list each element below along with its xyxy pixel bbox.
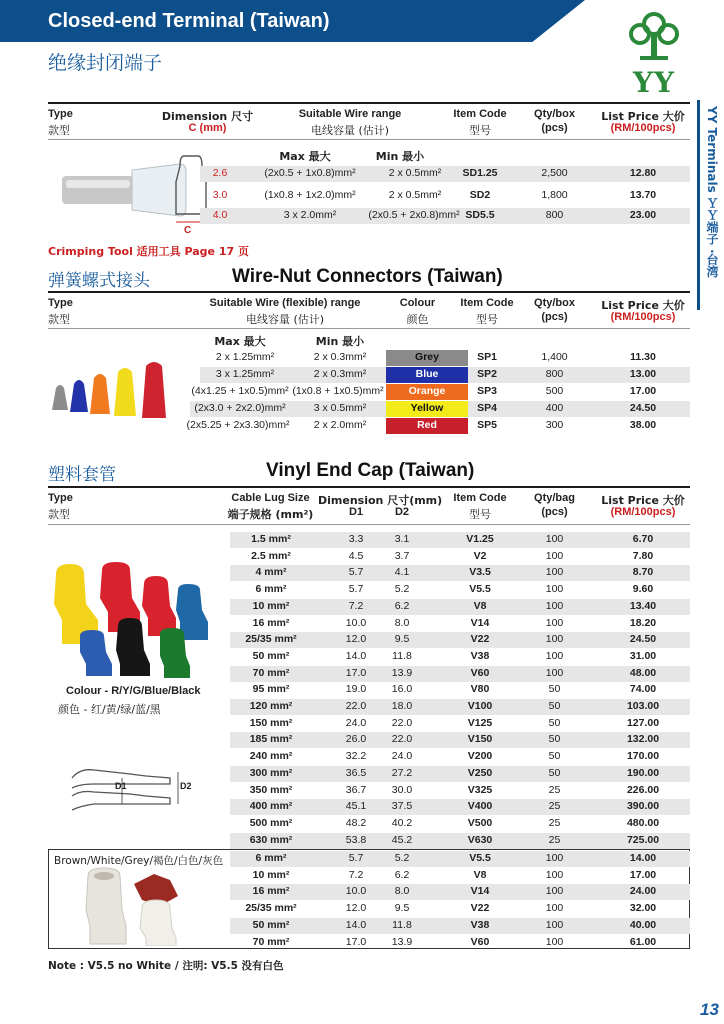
- cell-code: V38: [470, 918, 490, 931]
- col-type-cn: 款型: [48, 313, 70, 326]
- col-code-cn: 型号: [469, 124, 491, 137]
- col-qty-unit: (pcs): [541, 122, 568, 134]
- section-title: Vinyl End Cap (Taiwan): [266, 460, 475, 481]
- cell-size: 50 mm²: [252, 918, 290, 931]
- col-type: Type: [48, 492, 73, 504]
- cell-price: 6.70: [632, 533, 654, 545]
- col-qty: Qty/bag: [534, 492, 575, 504]
- cell-qty: 100: [545, 868, 564, 881]
- cell-d1: 14.0: [345, 918, 367, 931]
- cell-d1: 12.0: [345, 633, 367, 646]
- cell-size: 400 mm²: [249, 800, 293, 813]
- cell-code: V22: [470, 633, 490, 646]
- cell-d1: 17.0: [345, 935, 367, 948]
- cell-d1: 5.7: [348, 852, 364, 864]
- table-row: [230, 616, 690, 632]
- table-row: [230, 549, 690, 565]
- cell-code: V60: [470, 666, 490, 679]
- col-type-cn: 款型: [48, 508, 70, 521]
- cell-d2: 30.0: [391, 783, 413, 796]
- col-max: Max 最大: [214, 335, 266, 348]
- cell-code: V22: [470, 902, 490, 915]
- table-row: [230, 682, 690, 698]
- cell-d2: 8.0: [394, 616, 410, 629]
- diagram-c-label: C: [184, 225, 192, 236]
- cell-size: 240 mm²: [249, 750, 293, 763]
- cell-d2: 27.2: [391, 766, 413, 779]
- cell-d1: 14.0: [345, 649, 367, 662]
- page-number: 13: [700, 1000, 719, 1019]
- cell-price: 725.00: [626, 833, 660, 846]
- cell-code: V500: [467, 816, 493, 829]
- table-row: [230, 649, 690, 665]
- cell-code: V325: [467, 783, 493, 796]
- cell-qty: 50: [548, 683, 561, 696]
- cell-price: 61.00: [629, 935, 657, 948]
- cell-d2: 16.0: [391, 683, 413, 696]
- cell-size: 185 mm²: [249, 733, 293, 746]
- cell-d2: 6.2: [394, 868, 410, 881]
- cell-d1: 48.2: [345, 816, 367, 829]
- col-code: Item Code: [453, 492, 507, 504]
- logo-text: YY: [633, 66, 675, 99]
- table-row: [230, 632, 690, 648]
- cell-price: 40.00: [629, 918, 657, 931]
- divider: [48, 291, 690, 293]
- cell-code: V630: [467, 833, 493, 846]
- cell-d2: 11.8: [392, 918, 412, 931]
- cell-qty: 50: [548, 766, 561, 779]
- cell-price: 132.00: [626, 733, 660, 746]
- cell-code: V125: [467, 716, 493, 729]
- section-title-cn: 塑料套管: [48, 465, 116, 485]
- cell-code: V3.5: [469, 566, 491, 579]
- cell-code: V8: [473, 868, 487, 881]
- table-row: [230, 935, 690, 951]
- yy-logo: [620, 8, 688, 99]
- col-min: Min 最小: [315, 335, 365, 348]
- cell-d2: 13.9: [391, 666, 413, 679]
- col-price-unit: (RM/100pcs): [610, 122, 676, 134]
- cell-qty: 100: [545, 533, 564, 545]
- cell-price: 480.00: [626, 816, 660, 829]
- cell-d2: 9.5: [394, 633, 410, 646]
- cell-code: V250: [467, 766, 493, 779]
- col-type-cn: 款型: [48, 124, 70, 137]
- cell-d1: 3.3: [348, 533, 364, 545]
- cell-d2: 5.2: [394, 583, 410, 596]
- col-code: Item Code: [453, 108, 507, 120]
- colour-badge-grey: Grey: [386, 350, 468, 366]
- cell-d2: 4.1: [394, 566, 410, 579]
- colour-badge-blue: Blue: [386, 367, 468, 383]
- diagram-d2-label: D2: [180, 781, 192, 791]
- wire-nut-image: [48, 360, 178, 420]
- cell-code: V14: [470, 885, 490, 898]
- cell-price: 13.40: [629, 599, 657, 612]
- col-type: Type: [48, 297, 73, 309]
- col-code-cn: 型号: [469, 508, 491, 521]
- cell-d1: 36.5: [345, 766, 367, 779]
- col-qty-unit: (pcs): [541, 311, 568, 323]
- col-d2: D2: [394, 506, 410, 518]
- cell-size: 350 mm²: [249, 783, 293, 796]
- cell-qty: 100: [545, 649, 564, 662]
- cell-size: 2.5 mm²: [251, 549, 291, 562]
- cell-d1: 24.0: [345, 716, 367, 729]
- cell-code: V38: [470, 649, 490, 662]
- col-lug: Cable Lug Size: [231, 492, 310, 504]
- colour-label-cn: 颜色 - 红/黄/绿/蓝/黑: [58, 703, 161, 716]
- cell-price: 127.00: [626, 716, 660, 729]
- col-lug-cn: 端子规格 (mm²): [227, 508, 314, 521]
- cell-qty: 100: [545, 549, 564, 562]
- section-title-cn: 弹簧螺式接头: [48, 271, 150, 291]
- cell-qty: 100: [545, 885, 564, 898]
- cell-size: 1.5 mm²: [251, 533, 291, 545]
- col-dimension: Dimension 尺寸(mm): [318, 494, 443, 507]
- cell-size: 50 mm²: [252, 649, 290, 662]
- cell-price: 32.00: [629, 902, 657, 915]
- tree-icon: [620, 8, 688, 68]
- crimping-tool-note: Crimping Tool 适用工具 Page 17 页: [48, 245, 249, 258]
- side-tab-label: YY Terminals ＹＹ端子 ·台湾: [705, 106, 719, 278]
- cell-qty: 100: [545, 918, 564, 931]
- cell-d1: 26.0: [345, 733, 367, 746]
- divider: [48, 486, 690, 488]
- cell-d1: 10.0: [345, 885, 367, 898]
- cell-qty: 100: [545, 616, 564, 629]
- divider: [48, 328, 690, 329]
- table-row: (2x5.25 + 2x3.30)mm² 2 x 2.0mm² Red SP5 300 38.00: [186, 418, 690, 434]
- cell-price: 74.00: [629, 683, 657, 696]
- col-qty: Qty/box: [534, 297, 575, 309]
- cell-code: V8: [473, 599, 487, 612]
- cell-size: 25/35 mm²: [245, 633, 297, 646]
- col-min: Min 最小: [375, 150, 425, 163]
- cell-d1: 19.0: [345, 683, 367, 696]
- cell-price: 390.00: [626, 800, 660, 813]
- col-price: List Price 大价: [601, 110, 685, 123]
- cell-size: 300 mm²: [249, 766, 293, 779]
- cell-size: 500 mm²: [249, 816, 293, 829]
- cell-price: 48.00: [629, 666, 657, 679]
- cell-code: V1.25: [466, 533, 494, 545]
- cell-qty: 25: [548, 783, 561, 796]
- table-row: [230, 851, 690, 867]
- table-row: [230, 699, 690, 715]
- col-code: Item Code: [460, 297, 514, 309]
- col-price-unit: (RM/100pcs): [610, 311, 676, 323]
- cell-qty: 25: [548, 816, 561, 829]
- cell-code: V60: [470, 935, 490, 948]
- cell-qty: 25: [548, 800, 561, 813]
- cell-size: 16 mm²: [252, 616, 290, 629]
- divider: [48, 102, 690, 104]
- table-row: [230, 532, 690, 548]
- colour-badge-red: Red: [386, 418, 468, 434]
- cell-price: 190.00: [626, 766, 660, 779]
- table-row: [230, 799, 690, 815]
- table-row: (2x3.0 + 2x2.0)mm² 3 x 0.5mm² Yellow SP4 400 24.50: [190, 401, 690, 417]
- diagram-d1-label: D1: [115, 781, 127, 791]
- col-dimension-c: C (mm): [188, 122, 227, 134]
- cell-price: 8.70: [632, 566, 654, 579]
- cell-d2: 3.1: [394, 533, 410, 545]
- cell-d2: 11.8: [392, 649, 412, 662]
- table-row: [230, 716, 690, 732]
- cell-qty: 100: [545, 852, 564, 864]
- col-wire: Suitable Wire range: [298, 108, 402, 120]
- table-row: [230, 749, 690, 765]
- cell-d1: 7.2: [348, 599, 364, 612]
- cell-d1: 36.7: [345, 783, 367, 796]
- cell-d2: 13.9: [391, 935, 413, 948]
- col-type: Type: [48, 108, 73, 120]
- cell-d2: 37.5: [391, 800, 413, 813]
- col-code-cn: 型号: [476, 313, 498, 326]
- side-tab: [697, 100, 724, 310]
- table-row: 4.0 3 x 2.0mm² (2x0.5 + 2x0.8)mm² SD5.5 800 23.00: [200, 208, 690, 224]
- cell-qty: 100: [545, 566, 564, 579]
- cell-code: V2: [473, 549, 487, 562]
- cell-size: 10 mm²: [252, 599, 290, 612]
- cell-d1: 5.7: [348, 566, 364, 579]
- table-row: 2 x 1.25mm² 2 x 0.3mm² Grey SP1 1,400 11.30: [200, 350, 690, 366]
- table-row: [230, 833, 690, 849]
- cell-price: 103.00: [626, 700, 660, 712]
- col-wire-cn: 电线容量 (估计): [310, 124, 390, 137]
- table-row: 2.6 (2x0.5 + 1x0.8)mm² 2 x 0.5mm² SD1.25 2,500 12.80: [200, 166, 690, 182]
- cell-size: 16 mm²: [252, 885, 290, 898]
- cell-d1: 22.0: [345, 700, 367, 712]
- cell-d2: 24.0: [391, 750, 413, 763]
- cell-d2: 22.0: [391, 716, 413, 729]
- colour-badge-yellow: Yellow: [386, 401, 468, 417]
- cell-price: 24.00: [629, 885, 657, 898]
- col-dimension: Dimension 尺寸: [161, 110, 254, 123]
- cell-d1: 7.2: [348, 868, 364, 881]
- table-row: [230, 868, 690, 884]
- table-row: 3.0 (1x0.8 + 1x2.0)mm² 2 x 0.5mm² SD2 1,800 13.70: [212, 189, 657, 201]
- cell-qty: 100: [545, 583, 564, 596]
- cell-code: V5.5: [469, 852, 491, 864]
- col-price: List Price 大价: [601, 299, 685, 312]
- col-d1: D1: [348, 506, 364, 518]
- cell-price: 226.00: [626, 783, 660, 796]
- cell-d1: 32.2: [345, 750, 367, 763]
- col-max: Max 最大: [279, 150, 331, 163]
- cell-d2: 18.0: [391, 700, 413, 712]
- cell-d1: 53.8: [345, 833, 367, 846]
- table-row: [230, 666, 690, 682]
- cell-code: V5.5: [469, 583, 491, 596]
- table-row: [230, 816, 690, 832]
- cell-size: 70 mm²: [252, 935, 290, 948]
- col-wire-cn: 电线容量 (估计): [245, 313, 325, 326]
- table-row: 3 x 1.25mm² 2 x 0.3mm² Blue SP2 800 13.00: [200, 367, 690, 383]
- cell-d2: 45.2: [391, 833, 413, 846]
- cell-qty: 100: [545, 633, 564, 646]
- col-price: List Price 大价: [601, 494, 685, 507]
- col-colour-cn: 颜色: [406, 313, 429, 326]
- cell-price: 14.00: [629, 852, 657, 864]
- cell-price: 18.20: [629, 616, 657, 629]
- cell-d1: 12.0: [345, 902, 367, 915]
- col-qty: Qty/box: [534, 108, 575, 120]
- cell-code: V400: [467, 800, 493, 813]
- table-row: [230, 565, 690, 581]
- cell-size: 25/35 mm²: [245, 902, 297, 915]
- cell-size: 120 mm²: [249, 700, 293, 712]
- cell-size: 10 mm²: [252, 868, 290, 881]
- cell-size: 150 mm²: [249, 716, 293, 729]
- cell-qty: 25: [548, 833, 561, 846]
- footer-note: Note : V5.5 no White / 注明: V5.5 没有白色: [48, 960, 284, 972]
- col-colour: Colour: [399, 297, 436, 309]
- cell-price: 17.00: [629, 868, 657, 881]
- cell-d2: 22.0: [391, 733, 413, 746]
- cell-qty: 100: [545, 599, 564, 612]
- cell-qty: 100: [545, 666, 564, 679]
- cell-qty: 50: [548, 700, 561, 712]
- section-title: Wire-Nut Connectors (Taiwan): [232, 266, 503, 287]
- col-qty-unit: (pcs): [541, 506, 568, 518]
- colour-label: Colour - R/Y/G/Blue/Black: [66, 685, 201, 697]
- cell-d1: 17.0: [345, 666, 367, 679]
- cell-code: V150: [467, 733, 493, 746]
- col-wire: Suitable Wire (flexible) range: [209, 297, 361, 309]
- page-title: Closed-end Terminal (Taiwan): [48, 10, 330, 32]
- cell-size: 630 mm²: [249, 833, 293, 846]
- cell-code: V80: [470, 683, 490, 696]
- cell-code: V100: [467, 700, 493, 712]
- divider: [48, 139, 690, 140]
- table-row: [230, 599, 690, 615]
- box-label: Brown/White/Grey/褐色/白色/灰色: [54, 855, 224, 867]
- cell-price: 9.60: [632, 583, 654, 596]
- cell-d2: 9.5: [394, 902, 410, 915]
- cell-qty: 100: [545, 902, 564, 915]
- cell-qty: 50: [548, 733, 561, 746]
- cell-code: V14: [470, 616, 490, 629]
- table-row: (4x1.25 + 1x0.5)mm² (1x0.8 + 1x0.5)mm² Orange SP3 500 17.00: [190, 384, 690, 400]
- table-row: [230, 783, 690, 799]
- table-row: [230, 732, 690, 748]
- cell-qty: 100: [545, 935, 564, 948]
- table-row: [230, 582, 690, 598]
- cell-price: 31.00: [629, 649, 657, 662]
- vinyl-cap-image: [48, 560, 228, 680]
- cell-price: 7.80: [632, 549, 654, 562]
- cell-size: 4 mm²: [255, 566, 287, 579]
- cell-d1: 4.5: [348, 549, 364, 562]
- cell-d2: 6.2: [394, 599, 410, 612]
- page-title-cn: 绝缘封闭端子: [48, 52, 163, 74]
- brown-white-grey-cap-image: [82, 866, 202, 946]
- cell-size: 95 mm²: [252, 683, 290, 696]
- cell-qty: 50: [548, 750, 561, 763]
- cell-d2: 3.7: [394, 549, 410, 562]
- cell-d1: 45.1: [345, 800, 367, 813]
- colour-badge-orange: Orange: [386, 384, 468, 400]
- table-row: [230, 884, 690, 900]
- cell-d1: 10.0: [345, 616, 367, 629]
- cell-d2: 40.2: [391, 816, 413, 829]
- divider: [48, 524, 690, 525]
- cell-price: 170.00: [626, 750, 660, 763]
- cell-size: 70 mm²: [252, 666, 290, 679]
- cell-code: V200: [467, 750, 493, 763]
- col-price-unit: (RM/100pcs): [610, 506, 676, 518]
- cell-qty: 50: [548, 716, 561, 729]
- cell-d1: 5.7: [348, 583, 364, 596]
- cell-size: 6 mm²: [255, 583, 287, 596]
- cell-d2: 8.0: [394, 885, 410, 898]
- table-row: [230, 918, 690, 934]
- table-row: [230, 766, 690, 782]
- cell-price: 24.50: [629, 633, 657, 646]
- cell-size: 6 mm²: [255, 852, 287, 864]
- table-row: [230, 901, 690, 917]
- cell-d2: 5.2: [394, 852, 410, 864]
